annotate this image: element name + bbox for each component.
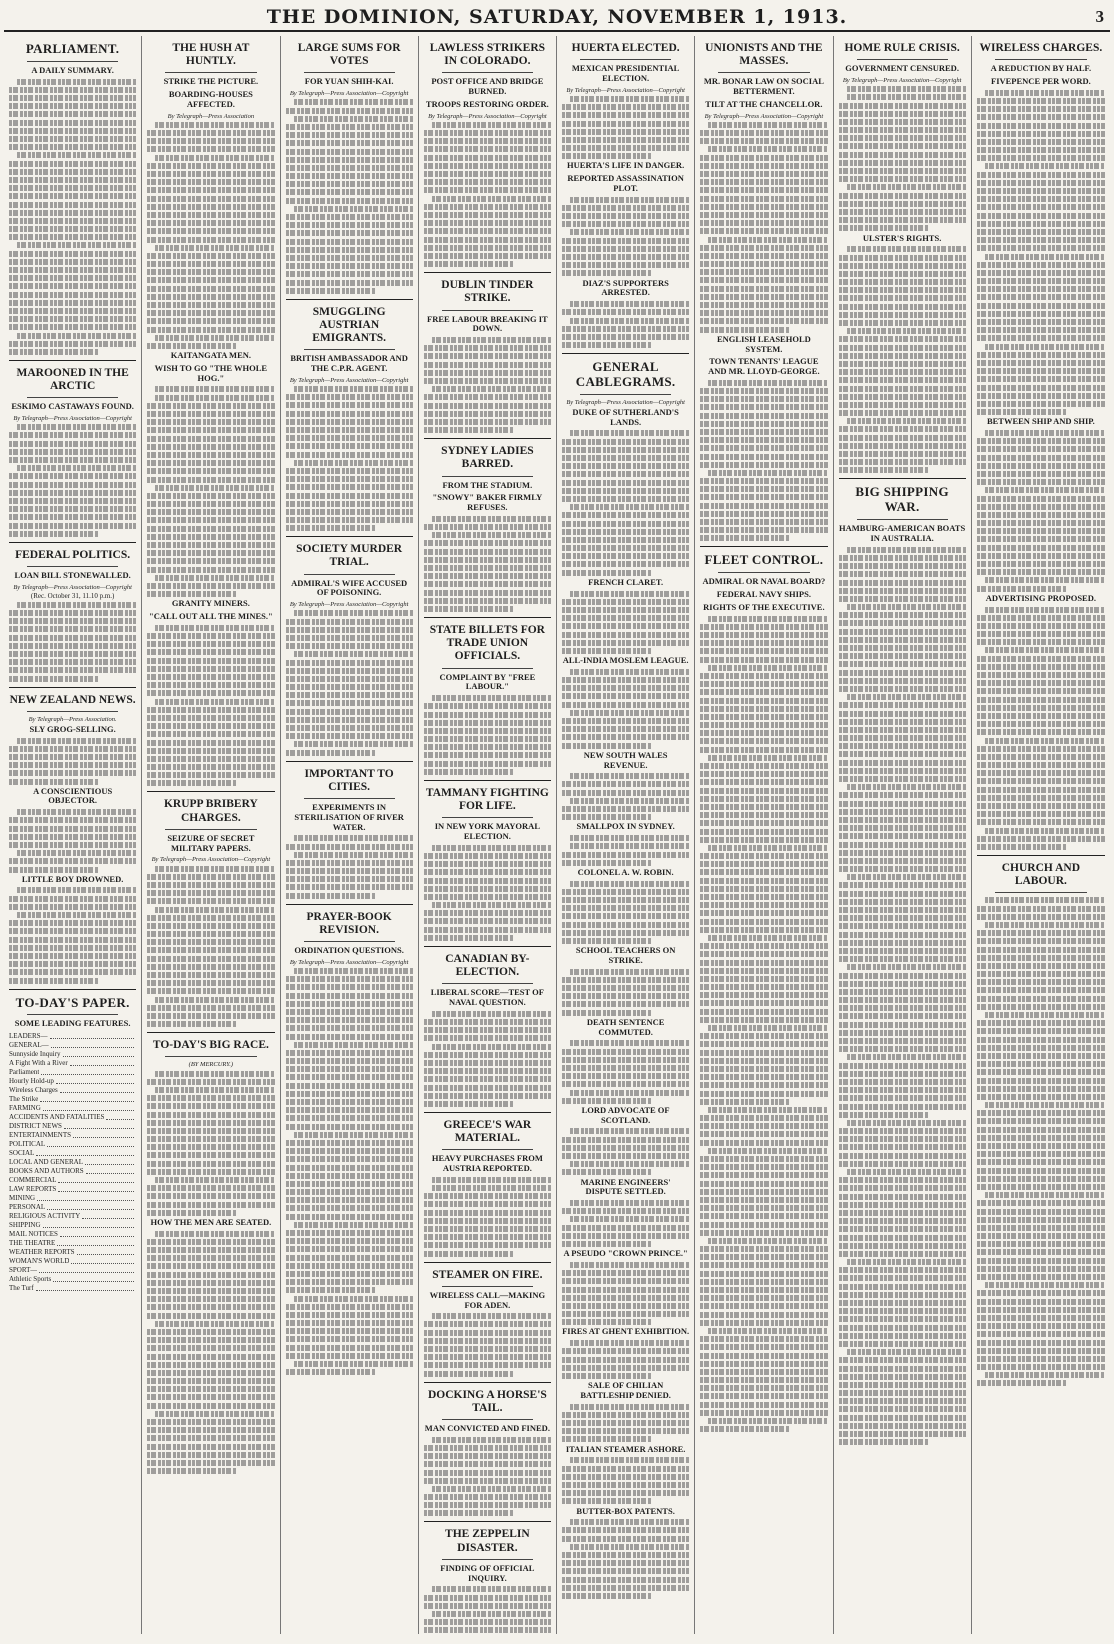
article-headline: TO-DAY'S BIG RACE. xyxy=(152,1039,269,1052)
section-divider xyxy=(147,791,274,792)
contents-item: LEADERS— xyxy=(9,1032,136,1041)
headline-rule xyxy=(442,310,533,311)
article-subheading: A PSEUDO "CROWN PRINCE." xyxy=(563,1248,688,1259)
headline-rule xyxy=(442,1286,533,1287)
contents-item: Parliament xyxy=(9,1068,136,1077)
page-number: 3 xyxy=(1095,7,1104,26)
article-subheading: COMPLAINT BY "FREE LABOUR." xyxy=(439,671,536,692)
article-subheading: A CONSCIENTIOUS OBJECTOR. xyxy=(33,785,113,806)
article-headline: LARGE SUMS FOR VOTES xyxy=(297,42,401,68)
article-body xyxy=(562,969,689,1016)
article-body xyxy=(424,1177,551,1257)
headline-rule xyxy=(442,983,533,984)
article-body xyxy=(424,122,551,267)
article-body xyxy=(977,897,1105,1386)
wire-credit: By Telegraph—Press Association—Copyright xyxy=(704,112,824,120)
headline-rule xyxy=(165,1056,256,1057)
section-divider xyxy=(286,761,413,762)
section-divider xyxy=(424,1112,551,1113)
article-subheading: DIAZ'S SUPPORTERS ARRESTED. xyxy=(582,277,669,298)
headline-rule xyxy=(718,572,809,573)
contents-list xyxy=(9,1032,136,1293)
article-subheading: NEW SOUTH WALES REVENUE. xyxy=(583,749,668,770)
section-divider xyxy=(424,1521,551,1522)
article-subheading: WISH TO GO "THE WHOLE HOG." xyxy=(154,362,268,383)
article-body xyxy=(286,99,413,293)
contents-item: MINING xyxy=(9,1194,136,1203)
headline-rule xyxy=(580,59,671,60)
headline-rule xyxy=(304,574,395,575)
article-body xyxy=(562,881,689,944)
column-6 xyxy=(695,36,833,1634)
article-subheading: DUKE OF SUTHERLAND'S LANDS. xyxy=(572,406,679,427)
article-body xyxy=(839,1120,966,1445)
article-body xyxy=(977,90,1105,415)
article-subheading: BOARDING-HOUSES AFFECTED. xyxy=(168,89,253,109)
contents-item: ACCIDENTS AND FATALITIES xyxy=(9,1113,136,1122)
article-headline: HUERTA ELECTED. xyxy=(571,42,680,54)
article-body xyxy=(286,610,413,755)
contents-item: POLITICAL xyxy=(9,1140,136,1149)
article-body xyxy=(424,845,551,941)
headline-rule xyxy=(304,349,395,350)
article-body xyxy=(562,1200,689,1247)
contents-item: WOMAN'S WORLD xyxy=(9,1257,136,1266)
article-subheading: BRITISH AMBASSADOR AND THE C.P.R. AGENT. xyxy=(290,353,408,374)
article-body xyxy=(562,835,689,866)
article-subheading: ADMIRAL OR NAVAL BOARD? xyxy=(702,576,826,587)
article-body xyxy=(9,809,136,872)
headline-rule xyxy=(442,72,533,73)
article-body xyxy=(147,122,274,349)
column-2 xyxy=(142,36,280,1634)
article-body xyxy=(839,246,966,473)
article-subheading: A DAILY SUMMARY. xyxy=(31,64,114,75)
article-headline: FEDERAL POLITICS. xyxy=(15,548,131,561)
headline-rule xyxy=(27,397,118,398)
wire-credit: By Telegraph—Press Association—Copyright xyxy=(13,415,132,423)
article-subheading: FOR YUAN SHIH-KAI. xyxy=(304,76,394,87)
article-headline: GENERAL CABLEGRAMS. xyxy=(575,359,676,390)
contents-item: Wireless Charges xyxy=(9,1086,136,1095)
article-body xyxy=(147,866,274,1028)
column-1 xyxy=(4,36,142,1634)
newspaper-page xyxy=(4,4,1110,1636)
contents-item: COMMERCIAL xyxy=(9,1176,136,1185)
column-4 xyxy=(419,36,557,1634)
article-subheading: FINDING OF OFFICIAL INQUIRY. xyxy=(440,1562,535,1583)
headline-rule xyxy=(304,72,395,73)
column-3 xyxy=(281,36,419,1634)
column-5 xyxy=(557,36,695,1634)
article-body xyxy=(9,602,136,682)
wire-credit: By Telegraph—Press Association—Copyright xyxy=(151,856,271,864)
article-subheading: "CALL OUT ALL THE MINES." xyxy=(149,611,273,622)
article-subheading: LOAN BILL STONEWALLED. xyxy=(14,569,131,580)
wire-credit: By Telegraph—Press Association—Copyright xyxy=(842,76,962,84)
article-headline: UNIONISTS AND THE MASSES. xyxy=(705,42,823,68)
article-subheading: A REDUCTION BY HALF. xyxy=(990,63,1092,74)
headline-rule xyxy=(995,59,1087,60)
article-subheading: SOME LEADING FEATURES. xyxy=(14,1018,131,1029)
article-body xyxy=(9,79,136,355)
headline-rule xyxy=(857,519,948,520)
article-subheading: SCHOOL TEACHERS ON STRIKE. xyxy=(575,945,676,965)
section-divider xyxy=(424,1382,551,1383)
wire-credit: By Telegraph—Press Association—Copyright xyxy=(289,376,409,384)
headline-rule xyxy=(580,394,671,395)
article-subheading: BETWEEN SHIP AND SHIP. xyxy=(986,416,1095,427)
section-divider xyxy=(839,478,966,479)
contents-item: BOOKS AND AUTHORS xyxy=(9,1167,136,1176)
article-body xyxy=(286,386,413,531)
section-divider xyxy=(9,989,136,990)
masthead xyxy=(4,4,1110,32)
contents-item: Sunnyside Inquiry xyxy=(9,1050,136,1059)
headline-rule xyxy=(165,829,256,830)
section-divider xyxy=(700,546,827,547)
section-divider xyxy=(424,1262,551,1263)
article-subheading: "SNOWY" BAKER FIRMLY REFUSES. xyxy=(432,492,543,513)
article-headline: LAWLESS STRIKERS IN COLORADO. xyxy=(429,42,546,68)
contents-item: LAW REPORTS xyxy=(9,1185,136,1194)
headline-rule xyxy=(27,61,118,62)
wire-credit: By Telegraph—Press Association—Copyright xyxy=(289,601,409,609)
article-headline: CANADIAN BY-ELECTION. xyxy=(445,952,530,979)
headline-rule xyxy=(304,941,395,942)
article-subheading: LIBERAL SCORE—TEST OF NAVAL QUESTION. xyxy=(430,987,544,1008)
article-subheading: SALE OF CHILIAN BATTLESHIP DENIED. xyxy=(580,1380,671,1400)
article-subheading: DEATH SENTENCE COMMUTED. xyxy=(586,1016,665,1037)
contents-item: SHIPPING xyxy=(9,1221,136,1230)
article-body xyxy=(562,1340,689,1379)
wire-credit: (BY MERCURY.) xyxy=(188,1061,234,1069)
headline-rule xyxy=(718,72,809,73)
article-headline: BIG SHIPPING WAR. xyxy=(855,484,949,515)
section-divider xyxy=(424,946,551,947)
section-divider xyxy=(562,353,689,354)
wire-credit: By Telegraph—Press Association—Copyright xyxy=(428,112,547,120)
article-body xyxy=(424,516,551,612)
section-divider xyxy=(9,542,136,543)
article-headline: STATE BILLETS FOR TRADE UNION OFFICIALS. xyxy=(429,623,545,663)
section-divider xyxy=(147,1032,274,1033)
article-subheading: FIRES AT GHENT EXHIBITION. xyxy=(562,1326,690,1337)
article-body xyxy=(9,738,136,785)
article-body xyxy=(147,1071,274,1216)
article-headline: PARLIAMENT. xyxy=(25,41,120,56)
article-subheading: ENGLISH LEASEHOLD SYSTEM. xyxy=(716,333,811,354)
article-headline: THE ZEPPELIN DISASTER. xyxy=(445,1528,530,1554)
wire-credit: By Telegraph—Press Association—Copyright xyxy=(289,90,409,98)
headline-rule xyxy=(442,1149,533,1150)
wire-credit: By Telegraph—Press Association—Copyright xyxy=(566,398,685,406)
article-subheading: COLONEL A. W. ROBIN. xyxy=(577,866,674,877)
headline-rule xyxy=(27,711,118,712)
article-subheading: EXPERIMENTS IN STERILISATION OF RIVER WATER. xyxy=(294,802,404,832)
column-8 xyxy=(972,36,1110,1634)
headline-rule xyxy=(165,72,256,73)
article-subheading: TOWN TENANTS' LEAGUE AND MR. LLOYD-GEORGE. xyxy=(708,356,820,377)
article-headline: STEAMER ON FIRE. xyxy=(432,1268,543,1281)
article-subheading: FROM THE STADIUM. xyxy=(442,479,533,490)
wire-credit: By Telegraph—Press Association—Copyright xyxy=(566,86,685,94)
column-7 xyxy=(834,36,972,1634)
article-subheading: LITTLE BOY DROWNED. xyxy=(21,873,124,884)
article-body xyxy=(424,337,551,433)
contents-item: MAIL NOTICES xyxy=(9,1230,136,1239)
article-headline: MAROONED IN THE ARCTIC xyxy=(16,366,129,393)
article-subheading: GOVERNMENT CENSURED. xyxy=(845,63,959,74)
contents-item: Hourly Hold-up xyxy=(9,1077,136,1086)
article-subheading: FREE LABOUR BREAKING IT DOWN. xyxy=(427,313,548,334)
article-body xyxy=(424,1437,551,1517)
article-subheading: STRIKE THE PICTURE. xyxy=(163,76,259,87)
contents-item: THE THEATRE xyxy=(9,1239,136,1248)
contents-item: WEATHER REPORTS xyxy=(9,1248,136,1257)
headline-rule xyxy=(304,798,395,799)
article-subheading: SEIZURE OF SECRET MILITARY PAPERS. xyxy=(167,832,255,853)
contents-item: Athletic Sports xyxy=(9,1275,136,1284)
contents-item: PERSONAL xyxy=(9,1203,136,1212)
contents-item: DISTRICT NEWS xyxy=(9,1122,136,1131)
section-divider xyxy=(286,536,413,537)
section-divider xyxy=(9,687,136,688)
article-body xyxy=(562,1519,689,1599)
article-body xyxy=(562,430,689,575)
article-body xyxy=(286,1296,413,1376)
article-headline: DOCKING A HORSE'S TAIL. xyxy=(427,1388,547,1414)
article-headline: GREECE'S WAR MATERIAL. xyxy=(443,1118,532,1145)
article-headline: NEW ZEALAND NEWS. xyxy=(9,693,136,706)
wire-credit: By Telegraph—Press Association xyxy=(167,112,255,120)
section-divider xyxy=(424,617,551,618)
article-subheading: ORDINATION QUESTIONS. xyxy=(294,945,404,956)
article-subheading: WIRELESS CALL—MAKING FOR ADEN. xyxy=(429,1289,546,1310)
headline-rule xyxy=(442,1559,533,1560)
article-headline: TAMMANY FIGHTING FOR LIFE. xyxy=(425,786,549,813)
contents-item: GENERAL— xyxy=(9,1041,136,1050)
article-body xyxy=(977,430,1105,592)
article-subheading: TILT AT THE CHANCELLOR. xyxy=(705,98,823,109)
article-body xyxy=(9,887,136,983)
article-columns xyxy=(4,36,1110,1634)
article-subheading: SMALLPOX IN SYDNEY. xyxy=(576,821,675,832)
article-headline: SYDNEY LADIES BARRED. xyxy=(441,445,534,471)
article-subheading: GRANITY MINERS. xyxy=(171,598,250,609)
article-body xyxy=(977,607,1105,850)
article-body xyxy=(562,773,689,820)
article-body xyxy=(286,968,413,1293)
article-body xyxy=(839,86,966,231)
article-headline: HOME RULE CRISIS. xyxy=(844,42,960,54)
wire-credit: By Telegraph—Press Association—Copyright xyxy=(289,958,409,966)
article-body xyxy=(562,669,689,749)
article-subheading: HOW THE MEN ARE SEATED. xyxy=(150,1216,272,1227)
article-headline: IMPORTANT TO CITIES. xyxy=(304,767,394,793)
article-headline: PRAYER-BOOK REVISION. xyxy=(306,910,392,936)
contents-item: LOCAL AND GENERAL xyxy=(9,1158,136,1167)
article-subheading: MARINE ENGINEERS' DISPUTE SETTLED. xyxy=(580,1176,671,1197)
headline-rule xyxy=(857,59,948,60)
article-headline: KRUPP BRIBERY CHARGES. xyxy=(163,798,258,824)
article-subheading: FIVEPENCE PER WORD. xyxy=(991,75,1091,86)
article-subheading: RIGHTS OF THE EXECUTIVE. xyxy=(703,601,825,612)
article-body xyxy=(147,1231,274,1474)
article-body xyxy=(562,1040,689,1103)
article-subheading: KAITANGATA MEN. xyxy=(170,350,252,361)
article-subheading: SLY GROG-SELLING. xyxy=(29,723,116,734)
article-subheading: HUERTA'S LIFE IN DANGER. xyxy=(567,160,685,171)
article-headline: WIRELESS CHARGES. xyxy=(979,42,1103,54)
headline-rule xyxy=(442,1419,533,1420)
article-headline: THE HUSH AT HUNTLY. xyxy=(172,42,250,68)
article-body xyxy=(700,1107,827,1432)
article-body xyxy=(424,1313,551,1376)
article-headline: SMUGGLING AUSTRIAN EMIGRANTS. xyxy=(312,305,387,345)
article-subheading: ITALIAN STEAMER ASHORE. xyxy=(565,1443,686,1454)
article-headline: TO-DAY'S PAPER. xyxy=(15,994,130,1010)
article-body xyxy=(562,1457,689,1504)
article-body xyxy=(147,386,274,597)
article-subheading: ULSTER'S RIGHTS. xyxy=(862,232,942,243)
article-subheading: ESKIMO CASTAWAYS FOUND. xyxy=(11,401,134,412)
article-body xyxy=(9,424,136,536)
article-headline: SOCIETY MURDER TRIAL. xyxy=(296,543,403,569)
section-divider xyxy=(424,438,551,439)
headline-rule xyxy=(442,668,533,669)
article-subheading: ADVERTISING PROPOSED. xyxy=(985,592,1096,603)
article-subheading: BUTTER-BOX PATENTS. xyxy=(576,1505,675,1516)
contents-item: ENTERTAINMENTS xyxy=(9,1131,136,1140)
contents-item: SPORT— xyxy=(9,1266,136,1275)
contents-item: The Turf xyxy=(9,1284,136,1293)
contents-item: The Strike xyxy=(9,1095,136,1104)
article-body xyxy=(700,380,827,542)
article-body xyxy=(562,1262,689,1325)
section-divider xyxy=(286,904,413,905)
article-subheading: MAN CONVICTED AND FINED. xyxy=(424,1423,550,1434)
article-subheading: ALL-INDIA MOSLEM LEAGUE. xyxy=(562,655,689,666)
contents-item: SOCIAL xyxy=(9,1149,136,1158)
masthead-title: THE DOMINION, SATURDAY, NOVEMBER 1, 1913. xyxy=(266,6,848,28)
article-subheading: MEXICAN PRESIDENTIAL ELECTION. xyxy=(571,63,680,83)
wire-credit: By Telegraph—Press Association—Copyright xyxy=(13,583,132,591)
article-body xyxy=(286,835,413,898)
article-body xyxy=(839,547,966,1118)
article-subheading: POST OFFICE AND BRIDGE BURNED. xyxy=(431,76,544,97)
article-subheading: TROOPS RESTORING ORDER. xyxy=(425,98,549,109)
article-subheading: IN NEW YORK MAYORAL ELECTION. xyxy=(434,821,540,842)
article-subheading: FEDERAL NAVY SHIPS. xyxy=(716,589,811,600)
article-subheading: HEAVY PURCHASES FROM AUSTRIA REPORTED. xyxy=(431,1153,543,1174)
article-body xyxy=(562,197,689,277)
headline-rule xyxy=(27,566,118,567)
article-headline: CHURCH AND LABOUR. xyxy=(1001,861,1080,888)
headline-rule xyxy=(995,892,1087,893)
article-body xyxy=(424,1586,551,1634)
wire-credit: By Telegraph—Press Association. xyxy=(28,715,117,723)
article-subheading: REPORTED ASSASSINATION PLOT. xyxy=(567,173,684,193)
contents-item: A Fight With a River xyxy=(9,1059,136,1068)
article-body xyxy=(700,122,827,333)
article-subheading: HAMBURG-AMERICAN BOATS IN AUSTRALIA. xyxy=(839,523,966,544)
article-body xyxy=(562,96,689,159)
article-body xyxy=(424,1011,551,1107)
dateline: (Rec. October 31, 11.10 p.m.) xyxy=(30,591,115,600)
article-body xyxy=(562,1404,689,1443)
section-divider xyxy=(977,855,1105,856)
article-body xyxy=(562,591,689,654)
article-subheading: ADMIRAL'S WIFE ACCUSED OF POISONING. xyxy=(291,577,408,598)
headline-rule xyxy=(442,476,533,477)
article-body xyxy=(700,616,827,1105)
article-body xyxy=(562,301,689,348)
article-body xyxy=(147,625,274,787)
article-headline: FLEET CONTROL. xyxy=(704,552,824,568)
article-body xyxy=(562,1128,689,1175)
headline-rule xyxy=(27,1014,118,1015)
section-divider xyxy=(286,299,413,300)
article-subheading: FRENCH CLARET. xyxy=(588,576,664,587)
article-body xyxy=(424,695,551,775)
article-headline: DUBLIN TINDER STRIKE. xyxy=(441,279,534,305)
section-divider xyxy=(424,780,551,781)
section-divider xyxy=(9,360,136,361)
article-subheading: MR. BONAR LAW ON SOCIAL BETTERMENT. xyxy=(703,76,824,97)
headline-rule xyxy=(442,817,533,818)
article-subheading: LORD ADVOCATE OF SCOTLAND. xyxy=(581,1104,670,1125)
contents-item: FARMING xyxy=(9,1104,136,1113)
contents-item: RELIGIOUS ACTIVITY xyxy=(9,1212,136,1221)
section-divider xyxy=(424,272,551,273)
